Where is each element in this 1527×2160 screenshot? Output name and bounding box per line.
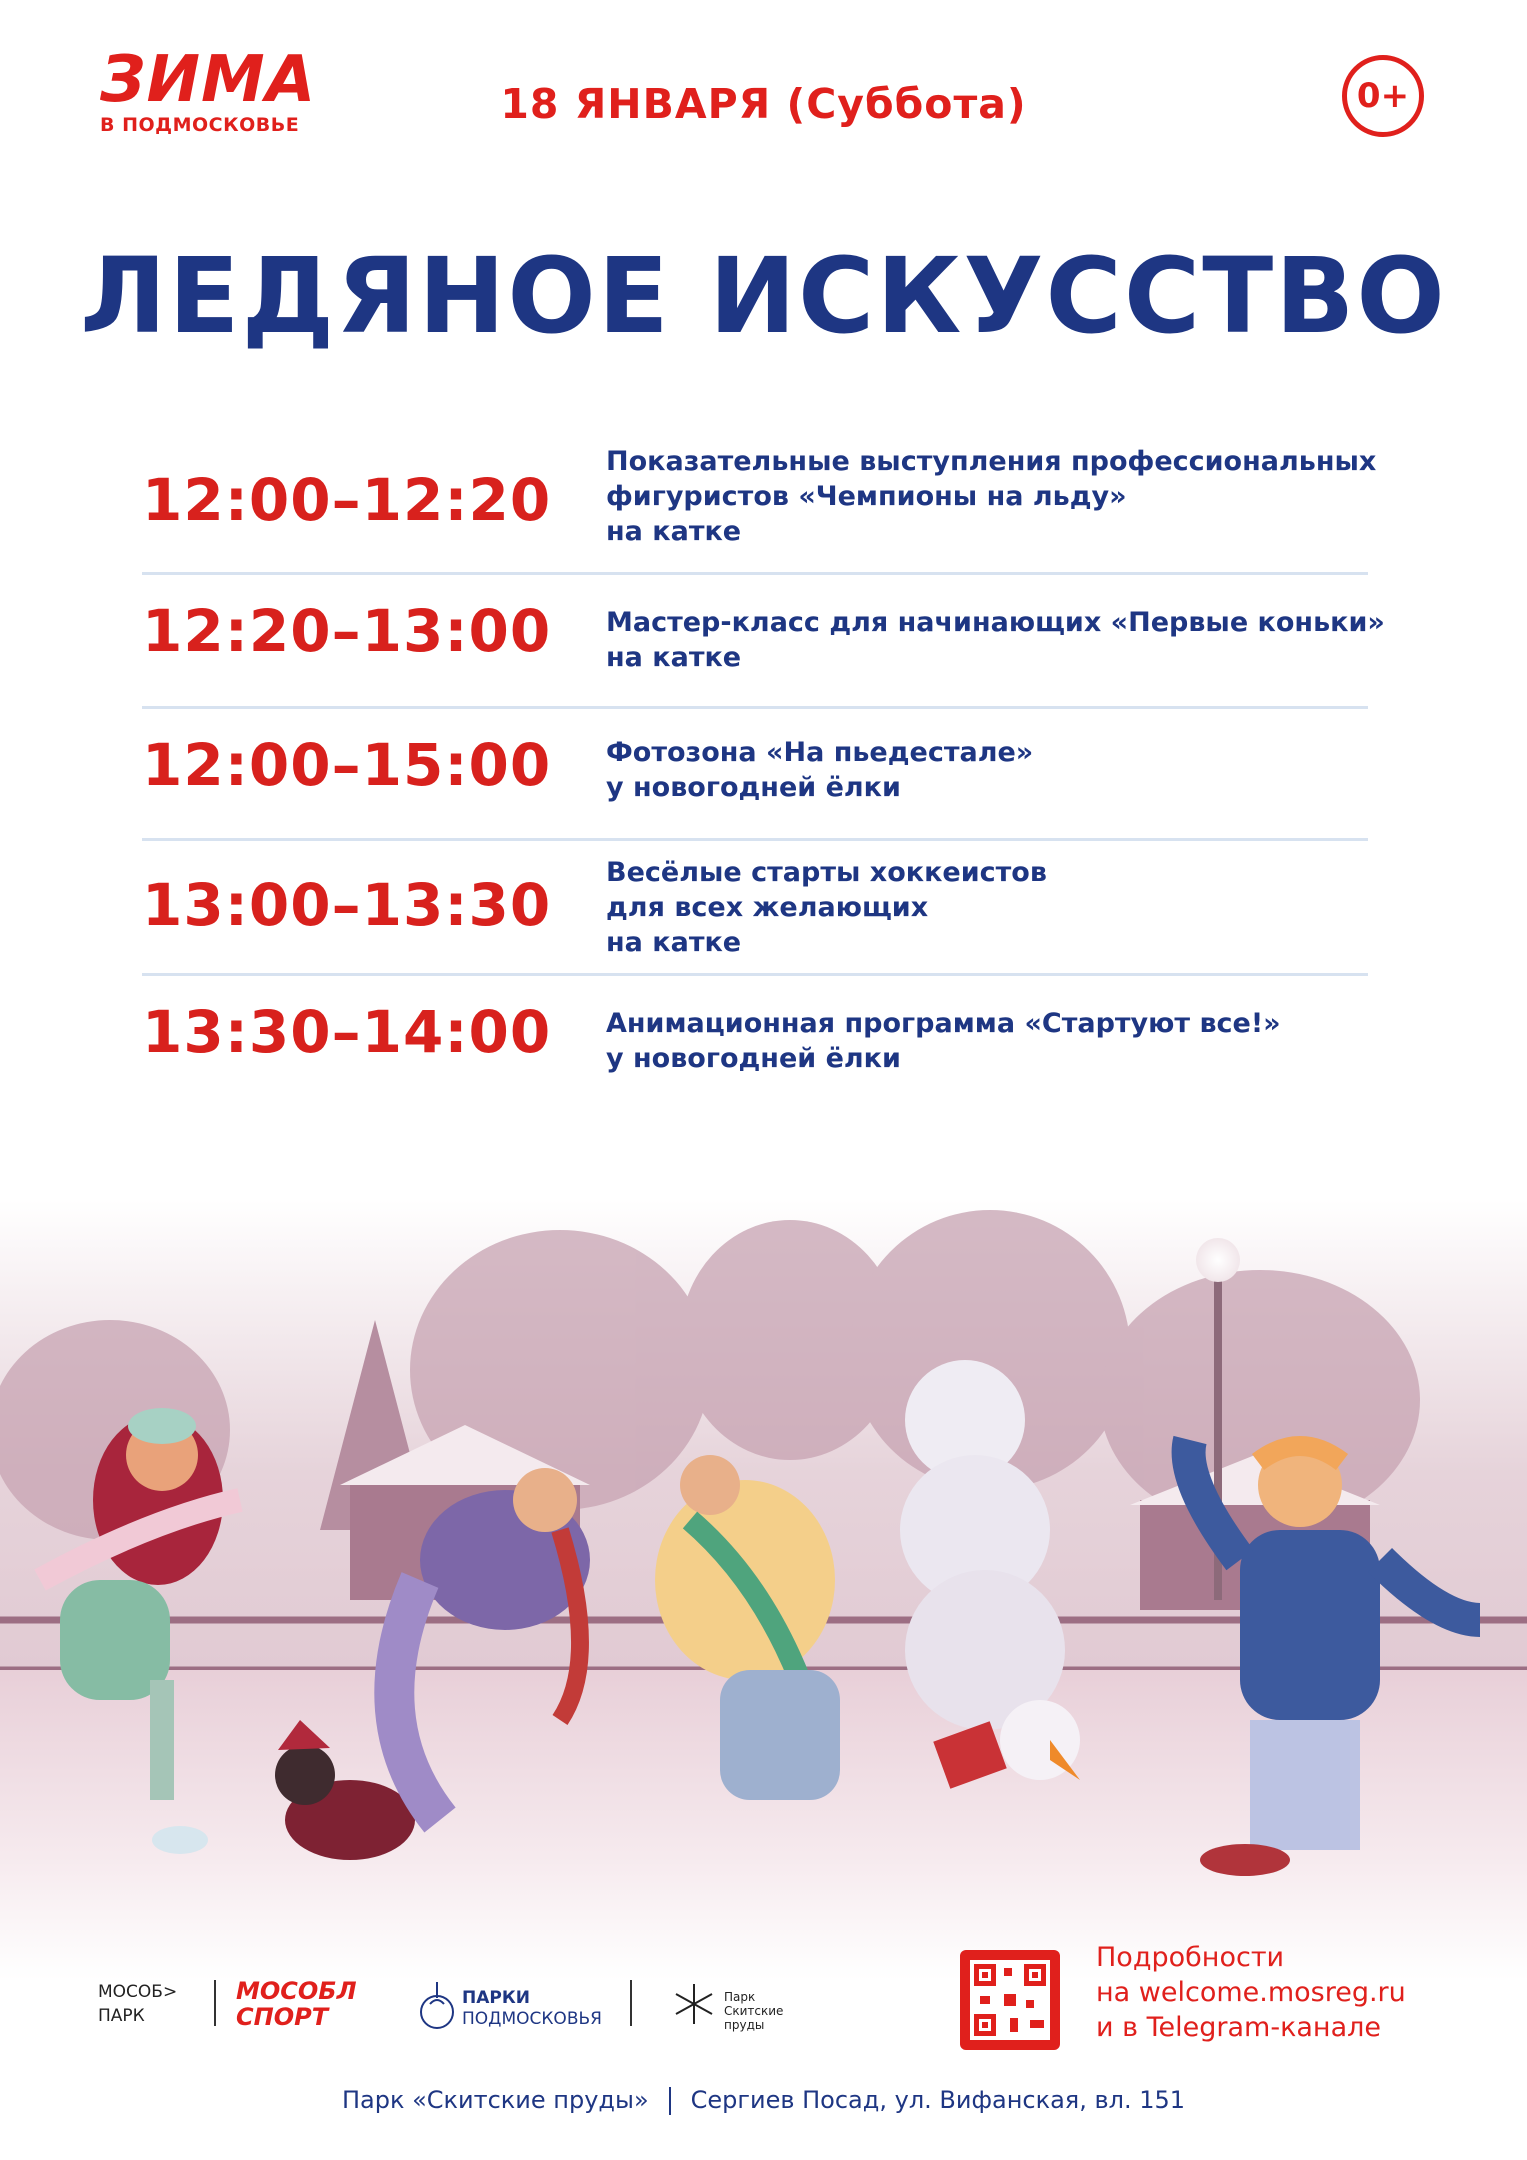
logo-text: ПАРК	[98, 2006, 145, 2026]
schedule-row	[142, 440, 1377, 575]
description-line: для всех желающих	[606, 892, 929, 923]
description-line: Фотозона «На пьедестале»	[606, 737, 1034, 768]
logo-text: МОСОБЛ	[236, 1977, 357, 2005]
description-line: фигуристов «Чемпионы на льду»	[606, 481, 1127, 512]
event-date: 18 ЯНВАРЯ (Суббота)	[500, 80, 1027, 128]
schedule-time: 13:00–13:30	[142, 871, 552, 939]
qr-code[interactable]	[960, 1950, 1060, 2050]
logo-text: Скитские	[724, 2004, 784, 2018]
schedule-time: 12:00–12:20	[142, 466, 552, 534]
schedule-description	[606, 855, 1047, 960]
qr-code-icon	[970, 1960, 1050, 2040]
schedule-time: 13:30–14:00	[142, 998, 552, 1066]
schedule-description	[606, 1006, 1281, 1076]
parks-podmoskovya-logo	[462, 1988, 602, 2030]
description-line: Показательные выступления профессиональных	[606, 446, 1377, 477]
logo-text: ПАРКИ	[462, 1988, 530, 2008]
description-line: у новогодней ёлки	[606, 772, 901, 803]
description-line: на катке	[606, 516, 742, 547]
schedule-row	[142, 709, 1368, 841]
logo-subtitle: В ПОДМОСКОВЬЕ	[100, 114, 300, 136]
footer-address	[0, 2086, 1527, 2115]
info-line: и в Telegram-канале	[1096, 2012, 1382, 2043]
footer-park: Парк «Скитские пруды»	[341, 2086, 649, 2114]
schedule-row	[142, 575, 1385, 709]
schedule	[142, 440, 1385, 1096]
schedule-time: 12:00–15:00	[142, 731, 552, 799]
schedule-description	[606, 735, 1033, 805]
logo-text: пруды	[724, 2018, 765, 2032]
footer-divider	[669, 2087, 671, 2115]
more-info	[1096, 1940, 1406, 2045]
description-line: Мастер-класс для начинающих «Первые коньки»	[606, 607, 1385, 638]
logo-text: ПОДМОСКОВЬЯ	[462, 2009, 602, 2029]
schedule-row	[142, 976, 1368, 1096]
description-line: у новогодней ёлки	[606, 1043, 901, 1074]
mosobl-park-logo	[98, 1980, 177, 2028]
description-line: на катке	[606, 927, 742, 958]
logo-text: МОСОБ>	[98, 1982, 178, 2002]
mosobl-sport-logo	[236, 1978, 357, 2030]
schedule-time: 12:20–13:00	[142, 597, 552, 665]
skitskie-prudy-logo	[724, 1990, 783, 2032]
footer-address-text: Сергиев Посад, ул. Вифанская, вл. 151	[690, 2086, 1186, 2114]
description-line: Весёлые старты хоккеистов	[606, 857, 1047, 888]
info-link[interactable]: на welcome.mosreg.ru	[1096, 1977, 1406, 2008]
skating-illustration	[0, 1200, 1527, 1980]
schedule-description	[606, 444, 1376, 549]
logo-text: Парк	[724, 1990, 756, 2004]
parks-icon	[418, 1978, 456, 2034]
description-line: на катке	[606, 642, 742, 673]
logo-title: ЗИМА	[100, 43, 317, 117]
snowflake-icon	[672, 1982, 716, 2026]
page-title: ЛЕДЯНОЕ ИСКУССТВО	[80, 235, 1447, 357]
logo-text: СПОРТ	[236, 2003, 329, 2031]
logo-divider	[630, 1980, 632, 2026]
age-rating-badge: 0+	[1342, 55, 1424, 137]
description-line: Анимационная программа «Стартуют все!»	[606, 1008, 1281, 1039]
logo-divider	[214, 1980, 216, 2026]
schedule-description	[606, 605, 1385, 675]
info-line: Подробности	[1096, 1942, 1285, 1973]
schedule-row	[142, 841, 1368, 976]
